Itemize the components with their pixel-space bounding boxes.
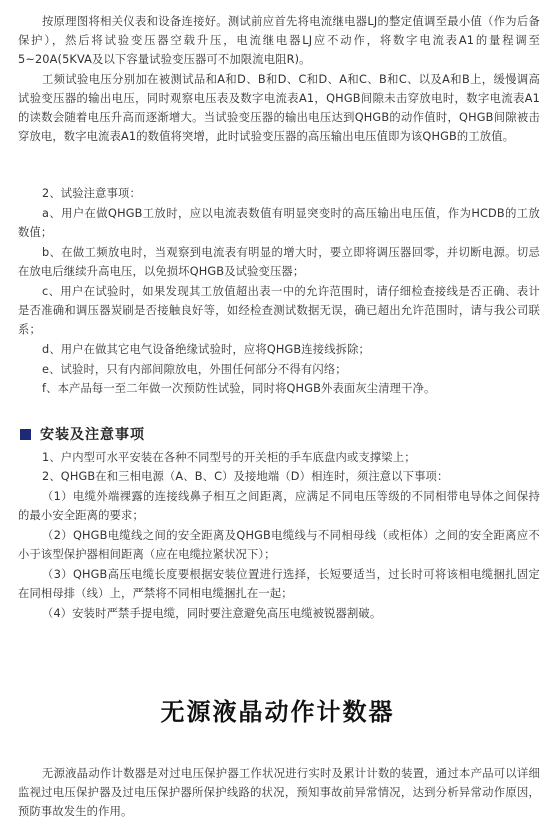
install-item-2-3: （3）QHGB高压电缆长度要根据安装位置进行选择，长短要适当，过长时可将该相电缆捆扎固定在同相母排（线）上，严禁将不同相电缆捆扎在一起； (18, 568, 540, 600)
paragraph-note-e: e、试验时，只有内部间隙放电，外围任何部分不得有闪络； (42, 363, 347, 376)
paragraph-note-a: a、用户在做QHGB工放时，应以电流表数值有明显突变时的高压输出电压值，作为HCDB的工放数值； (18, 207, 540, 239)
install-item-2-4: （4）安装时严禁手提电缆，同时要注意避免高压电缆被锐器割破。 (42, 607, 382, 620)
heading-square-icon (20, 429, 31, 440)
install-item-1: 1、户内型可水平安装在各种不同型号的开关柜的手车底盘内或支撑梁上； (42, 451, 416, 464)
install-section-title: 安装及注意事项 (40, 427, 145, 443)
paragraph-note-b: b、在做工频放电时，当观察到电流表有明显的增大时，要立即将调压器回零，并切断电源。切忌在放电后继续升高电压，以免损坏QHGB及试验变压器； (18, 246, 540, 278)
product-title: 无源液晶动作计数器 (160, 698, 395, 726)
paragraph-note-f: f、本产品每一至二年做一次预防性试验，同时将QHGB外表面灰尘清理干净。 (42, 382, 436, 395)
paragraph-frequency-test: 工频试验电压分别加在被测试品和A和D、B和D、C和D、A和C、B和C、以及A和B上，缓慢调高试验变压器的输出电压，同时观察电压表及数字电流表A1，QHGB间隙未击穿放电时，数字电流表A1的读数会随着电压升高而逐渐增大。当试验变压器的输出电压达到QHGB的动作值时，QHGB间隙被击穿放电，数字电流表A1的数值将突增，此时试验变压器的高压输出电压值即为该QHGB的工放值。 (18, 73, 540, 143)
install-item-2-2: （2）QHGB电缆线之间的安全距离及QHGB电缆线与不同相母线（或柜体）之间的安全距离应不小于该型保护器相间距离（应在电缆拉紧状况下）； (18, 529, 540, 561)
paragraph-notes-heading: 2、试验注意事项： (42, 187, 141, 200)
paragraph-test-procedure: 按原理图将相关仪表和设备连接好。测试前应首先将电流继电器LJ的整定值调至最小值（作为后备保护），然后将试验变压器空载升压，电流继电器LJ应不动作，将数字电流表A1的量程调至5~20A(5KVA及以下容量试验变压器可不加限流电阻R)。 (18, 15, 540, 66)
install-section-heading (20, 424, 145, 444)
install-item-2: 2、QHGB在和三相电源（A、B、C）及接地端（D）相连时，须注意以下事项： (42, 470, 449, 483)
install-item-2-1: （1）电缆外端裸露的连接线鼻子相互之间距离，应满足不同电压等级的不同相带电导体之间保持的最小安全距离的要求； (18, 490, 540, 522)
paragraph-note-c: c、用户在试验时，如果发现其工放值超出表一中的允许范围时，请仔细检查接线是否正确、表计是否准确和调压器炭刷是否接触良好等，如经检查测试数据无误，确已超出允许范围时，请与我公司联系； (18, 285, 540, 336)
paragraph-note-d: d、用户在做其它电气设备绝缘试验时，应将QHGB连接线拆除； (42, 343, 370, 356)
product-description: 无源液晶动作计数器是对过电压保护器工作状况进行实时及累计计数的装置，通过本产品可以详细监视过电压保护器及过电压保护器所保护线路的状况，预知事故前异常情况，达到分析异常动作原因，预防事故发生的作用。 (18, 767, 540, 818)
